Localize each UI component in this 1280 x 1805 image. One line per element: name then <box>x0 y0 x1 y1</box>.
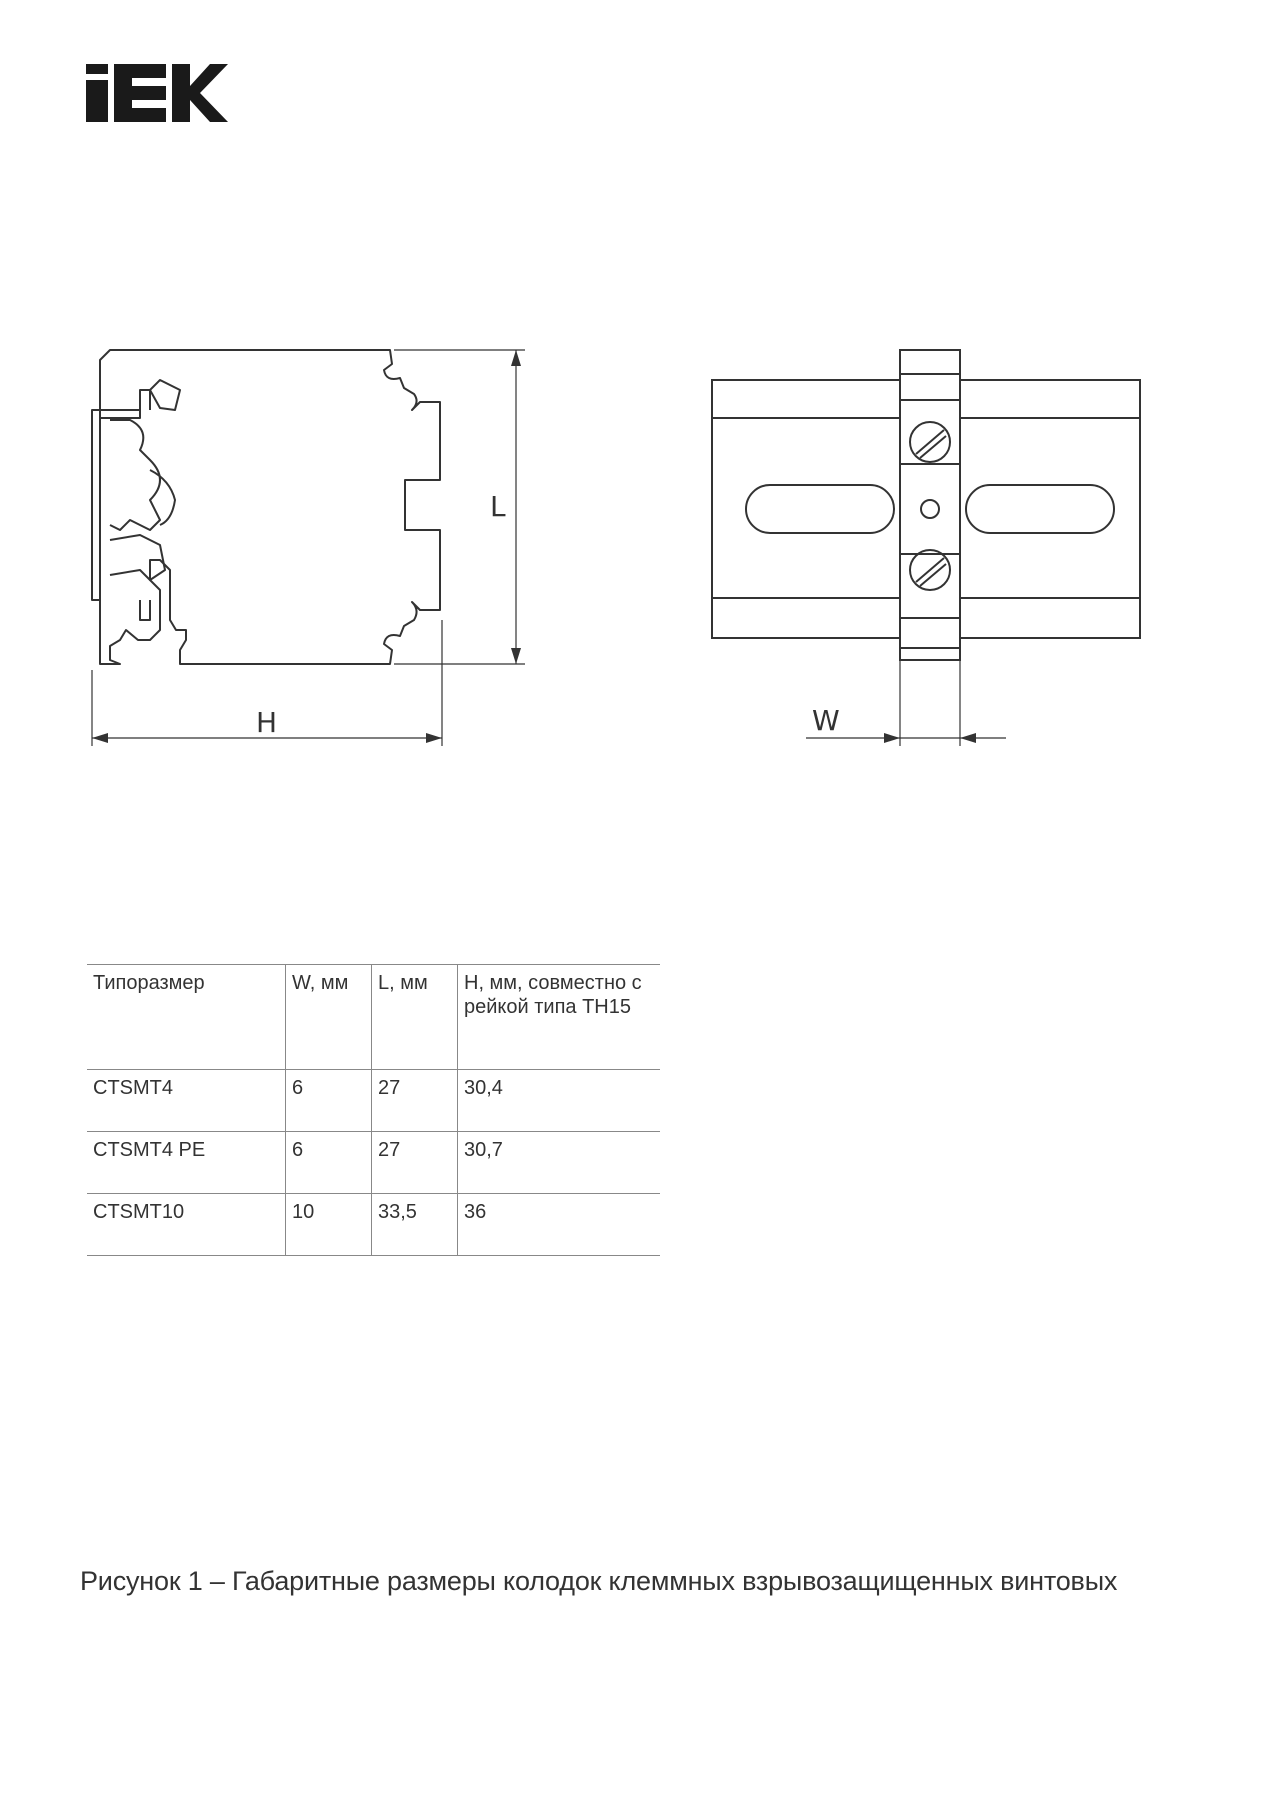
cell-l: 27 <box>372 1132 458 1194</box>
cell-l: 33,5 <box>372 1194 458 1256</box>
cell-l: 27 <box>372 1070 458 1132</box>
iek-logo <box>86 64 228 122</box>
cell-type: CTSMT10 <box>93 1201 185 1223</box>
dimensions-table <box>87 964 660 1256</box>
cell-type: CTSMT4 <box>93 1077 173 1099</box>
cell-h: 30,7 <box>458 1132 661 1194</box>
table-row <box>87 1194 660 1256</box>
header-h: H, мм, совместно с рейкой типа ТН15 <box>458 965 661 1070</box>
label-W: W <box>812 704 840 737</box>
figure-caption: Рисунок 1 – Габаритные размеры колодок клеммных взрывозащищенных винтовых <box>80 1566 1118 1596</box>
table-header-row <box>87 965 660 1070</box>
terminal-body <box>900 350 960 660</box>
dimension-drawing <box>0 330 1280 770</box>
cell-h: 30,4 <box>458 1070 661 1132</box>
label-H: H <box>256 706 278 739</box>
table-row <box>87 1132 660 1194</box>
label-L: L <box>490 490 506 523</box>
header-l: L, мм <box>372 965 458 1070</box>
cell-w: 6 <box>286 1070 372 1132</box>
cell-h: 36 <box>458 1194 661 1256</box>
cell-w: 6 <box>286 1132 372 1194</box>
cell-w: 10 <box>286 1194 372 1256</box>
cell-type: CTSMT4 PE <box>93 1139 206 1161</box>
header-type: Типоразмер <box>93 972 205 994</box>
header-w: W, мм <box>286 965 372 1070</box>
table-row <box>87 1070 660 1132</box>
